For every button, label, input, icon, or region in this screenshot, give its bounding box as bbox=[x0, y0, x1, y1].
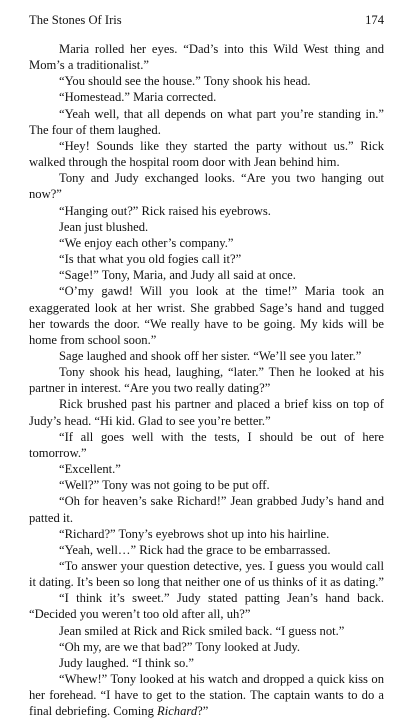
paragraph: “Hanging out?” Rick raised his eyebrows. bbox=[59, 203, 271, 218]
paragraph-final-tail: ?” bbox=[197, 704, 209, 719]
paragraph: “Richard?” Tony’s eyebrows shot up into his hairline. bbox=[59, 526, 330, 541]
paragraph: “Well?” Tony was not going to be put off. bbox=[59, 478, 270, 493]
paragraph: “Oh my, are we that bad?” Tony looked at Judy. bbox=[59, 639, 301, 654]
page-number: 174 bbox=[365, 13, 384, 27]
paragraph: “Hey! Sounds like they started the party without us.” Rick walked through the hospital room door with Jean behind him. bbox=[29, 138, 384, 170]
paragraph: “Is that what you old fogies call it?” bbox=[59, 252, 242, 267]
paragraph: Rick brushed past his partner and placed a brief kiss on top of Judy’s head. “Hi kid. Glad to see you’re better.” bbox=[29, 397, 384, 428]
paragraph: Jean smiled at Rick and Rick smiled back. “I guess not.” bbox=[59, 623, 345, 638]
paragraph: Judy laughed. “I think so.” bbox=[59, 655, 195, 670]
paragraph: “Oh for heaven’s sake Richard!” Jean grabbed Judy’s hand and patted it. bbox=[29, 494, 384, 525]
paragraph: “You should see the house.” Tony shook his head. bbox=[59, 74, 311, 89]
paragraph-final bbox=[29, 671, 384, 719]
paragraph: “Yeah, well…” Rick had the grace to be embarrassed. bbox=[59, 542, 331, 557]
paragraph-final-text: “Whew!” Tony looked at his watch and dropped a quick kiss on her forehead. “I have to get to the station. The captain wants to do a final debriefing. Coming bbox=[29, 672, 384, 719]
paragraph: “O’my gawd! Will you look at the time!” Maria took an exaggerated look at her wrist. She grabbed Sage’s hand and tugged her towards the door. “We really have to be going. My kids will be home from school soon.” bbox=[29, 284, 384, 347]
running-header bbox=[29, 12, 384, 28]
paragraph: “I think it’s sweet.” Judy stated patting Jean’s hand back. “Decided you weren’t too old after all, uh?” bbox=[29, 591, 384, 622]
paragraph: Sage laughed and shook off her sister. “We’ll see you later.” bbox=[59, 348, 362, 363]
paragraph: “Excellent.” bbox=[59, 462, 121, 477]
paragraph: Tony and Judy exchanged looks. “Are you two hanging out now?” bbox=[29, 171, 384, 202]
paragraph: “If all goes well with the tests, I should be out of here tomorrow.” bbox=[29, 429, 384, 460]
paragraph: Jean just blushed. bbox=[59, 219, 149, 234]
italic-name: Richard bbox=[157, 704, 198, 719]
paragraph: Maria rolled her eyes. “Dad’s into this Wild West thing and Mom’s a traditionalist.” bbox=[29, 42, 384, 73]
paragraph: “We enjoy each other’s company.” bbox=[59, 235, 234, 250]
paragraph: Tony shook his head, laughing, “later.” Then he looked at his partner in interest. “Are you two really dating?” bbox=[29, 365, 384, 396]
page-body bbox=[29, 41, 384, 720]
book-title: The Stones Of Iris bbox=[29, 13, 122, 27]
paragraph: “To answer your question detective, yes. I guess you would call it dating. It’s been so long that neither one of us thinks of it as dating.” bbox=[29, 559, 385, 590]
paragraph: “Sage!” Tony, Maria, and Judy all said at once. bbox=[59, 268, 296, 283]
paragraph: “Yeah well, that all depends on what part you’re standing in.” The four of them laughed. bbox=[29, 106, 384, 137]
paragraph: “Homestead.” Maria corrected. bbox=[59, 90, 217, 105]
